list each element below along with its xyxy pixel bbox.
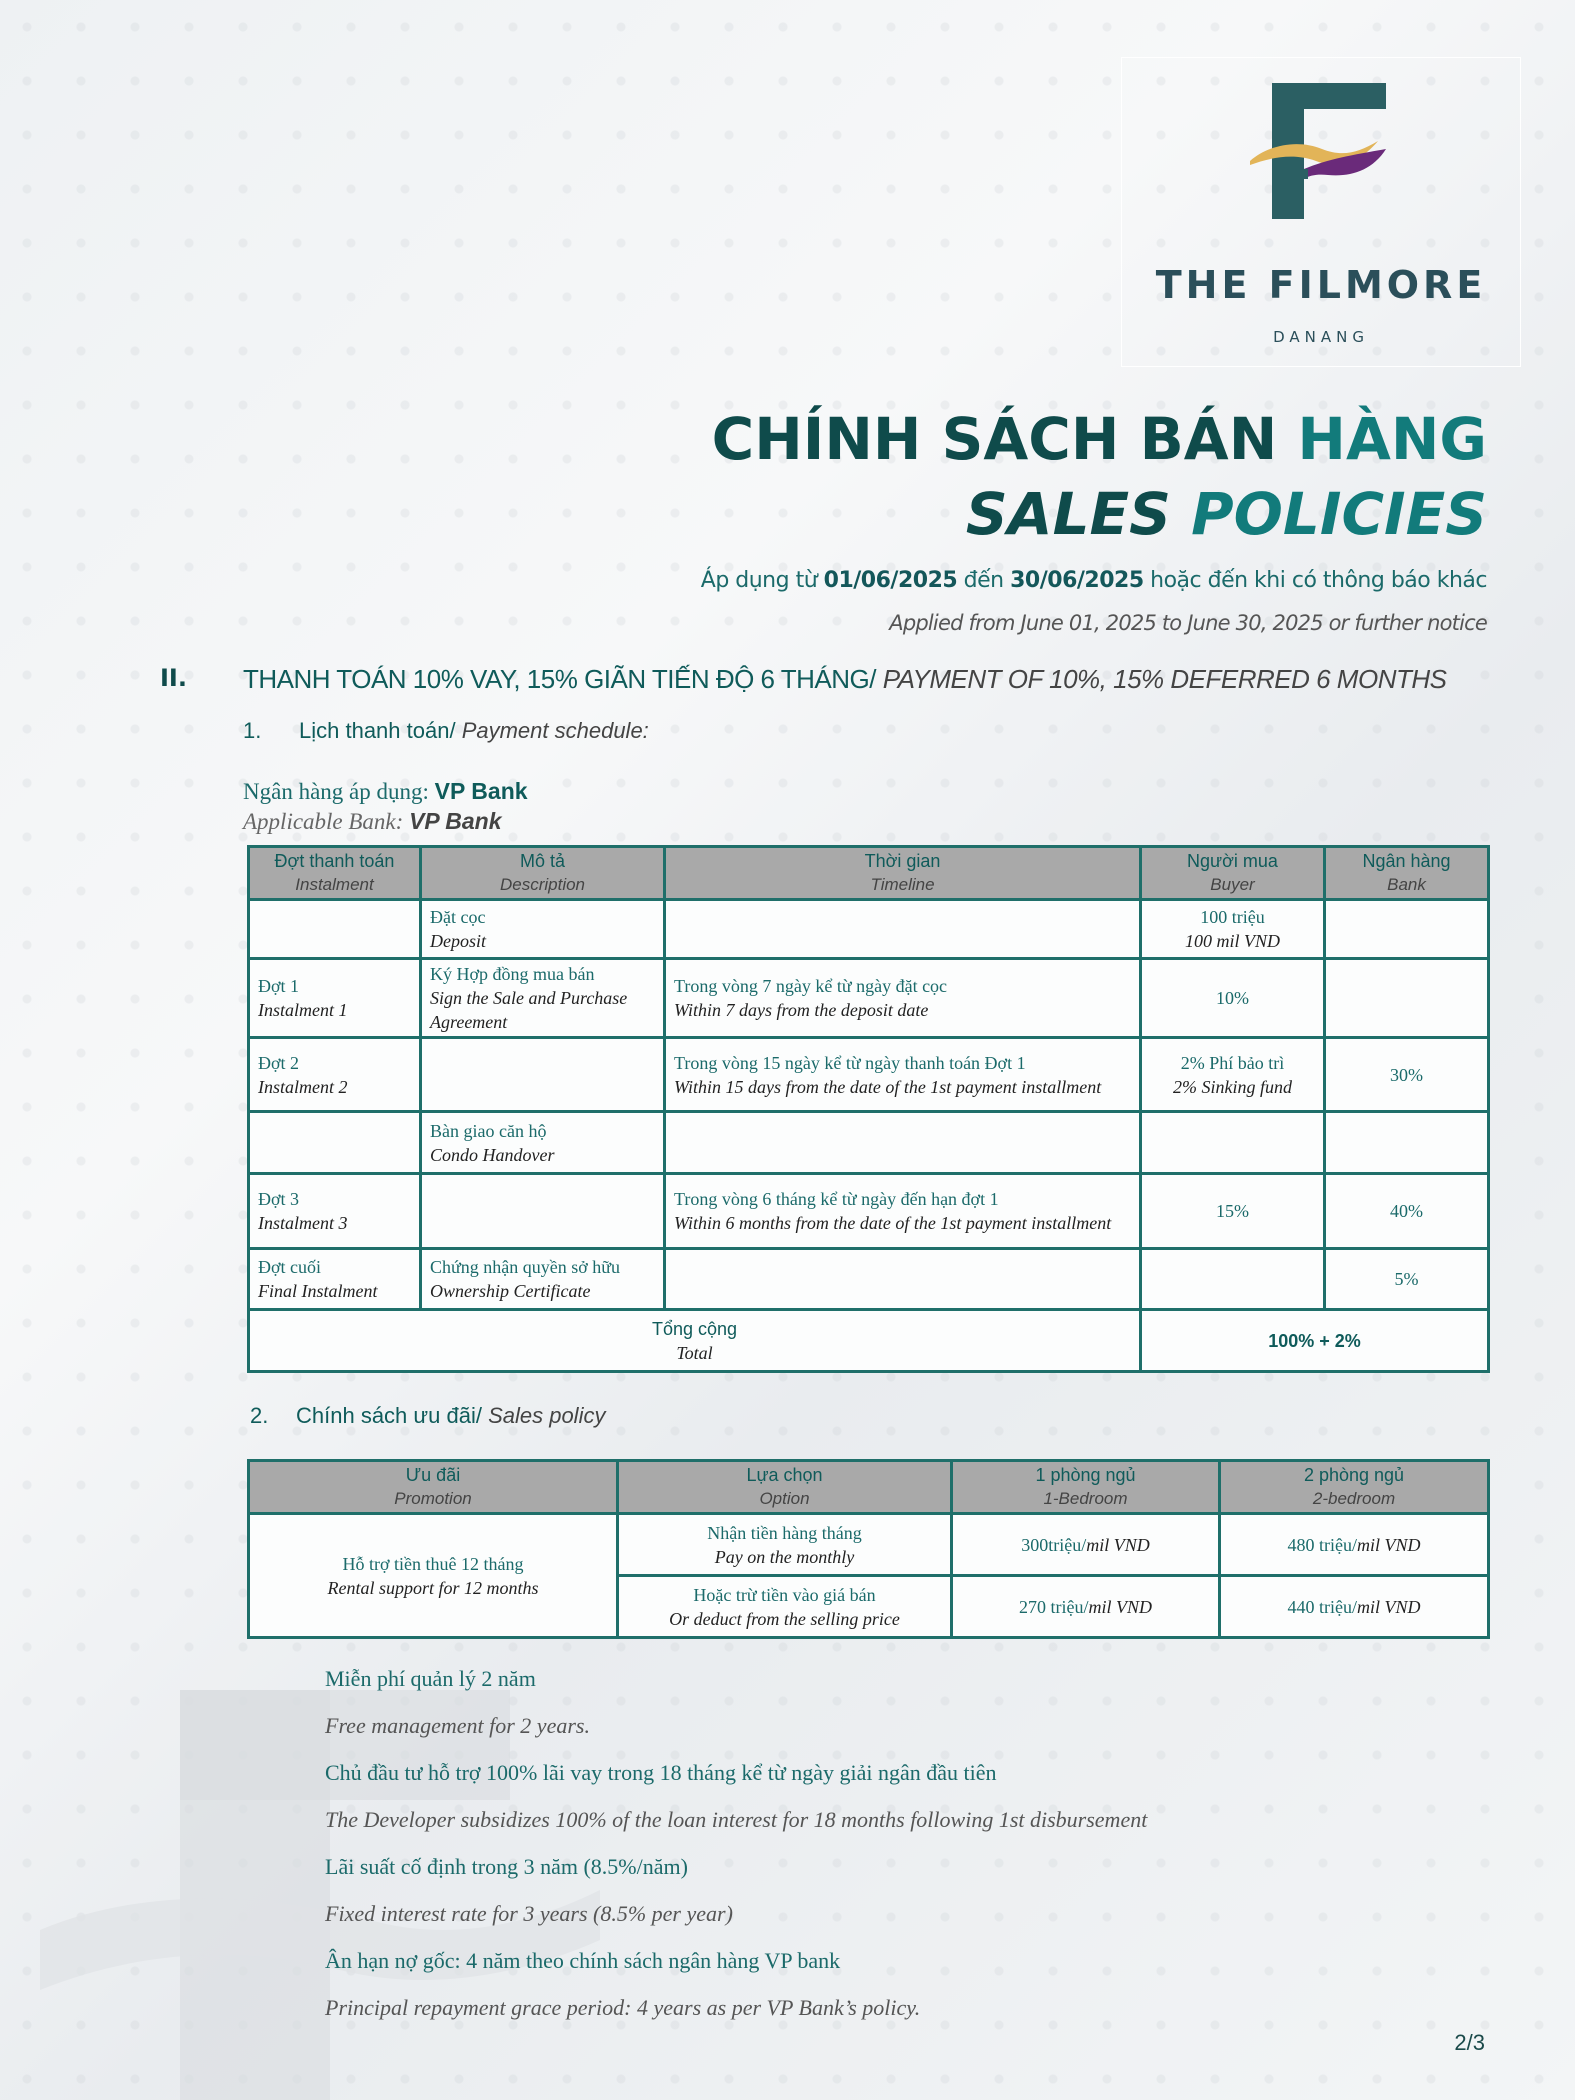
cell-timeline [665,1174,1141,1249]
total-row [249,1310,1489,1372]
header-en: Timeline [870,875,935,894]
cell-bank [1325,1038,1489,1112]
buyer-vi: 10% [1216,988,1249,1008]
option-vi: Nhận tiền hàng tháng [707,1522,862,1543]
table-header-row [249,1461,1489,1514]
price-1br-unit: mil VND [1088,1596,1152,1617]
buyer-vi: 100 triệu [1200,907,1265,927]
cell-instalment [249,1038,421,1112]
col-header-instalment [249,847,421,900]
timeline-en: Within 7 days from the deposit date [674,1000,929,1020]
option-en: Or deduct from the selling price [669,1608,900,1629]
schedule-label-vi: Lịch thanh toán/ [299,718,462,743]
option-vi: Hoặc trừ tiền vào giá bán [693,1584,876,1605]
header-en: Option [759,1489,810,1508]
cell-promotion [249,1514,618,1638]
applied-date-en: Applied from June 01, 2025 to June 30, 2025 or further notice [889,611,1487,635]
col-header-bank [1325,847,1489,900]
description-vi: Bàn giao căn hộ [430,1120,547,1141]
cell-buyer [1141,900,1325,959]
bank-label-vi: Ngân hàng áp dụng: [243,779,435,804]
policy-number: 2. [250,1403,269,1428]
description-vi: Đặt cọc [430,907,486,927]
applied-date-vi [701,568,1487,593]
description-en: Sign the Sale and Purchase Agreement [430,988,628,1032]
cell-buyer [1141,1112,1325,1174]
instalment-vi: Đợt 2 [258,1052,300,1073]
note-en: The Developer subsidizes 100% of the loan interest for 18 months following 1st disbursement [325,1807,1148,1832]
header-vi: Người mua [1187,851,1278,871]
table-header-row [249,847,1489,900]
table-row [249,959,1489,1038]
header-vi: Thời gian [864,851,941,871]
total-label-en: Total [676,1342,713,1363]
price-1br: 300triệu/ [1021,1534,1087,1555]
cell-timeline [665,1112,1141,1174]
payment-schedule-table [247,845,1490,1373]
page-title-vi [712,405,1487,473]
note-vi: Lãi suất cố định trong 3 năm (8.5%/năm) [325,1854,688,1879]
bank-value: 5% [1394,1269,1419,1289]
applied-suffix: hoặc đến khi có thông báo khác [1143,568,1487,593]
cell-timeline [665,1249,1141,1310]
instalment-en: Instalment 2 [258,1076,348,1097]
note-vi: Miễn phí quản lý 2 năm [325,1666,536,1691]
col-header-timeline [665,847,1141,900]
buyer-en: 100 mil VND [1184,931,1280,951]
note-en: Principal repayment grace period: 4 years as per VP Bank’s policy. [325,1995,921,2020]
cell-bank [1325,900,1489,959]
schedule-number: 1. [243,718,262,743]
date-to: 30/06/2025 [1010,568,1144,593]
bank-name-en: VP Bank [409,808,502,834]
header-vi: Đợt thanh toán [274,851,395,871]
col-header-option [618,1461,952,1514]
cell-2-bedroom [1220,1514,1489,1576]
cell-timeline [665,900,1141,959]
title-vi-part1: CHÍNH SÁCH BÁN [711,405,1298,473]
policy-notes [325,1655,1147,2031]
total-value-cell: 100% + 2% [1141,1310,1489,1372]
sales-policy-table [247,1459,1490,1639]
cell-timeline [665,1038,1141,1112]
price-2br-unit: mil VND [1356,1534,1421,1555]
table-row [249,1174,1489,1249]
col-header-1-bedroom [952,1461,1220,1514]
instalment-vi: Đợt 1 [258,976,300,996]
header-en: Bank [1387,875,1426,894]
section-title-en: PAYMENT OF 10%, 15% DEFERRED 6 MONTHS [882,664,1447,694]
cell-instalment [249,1249,421,1310]
schedule-label-en: Payment schedule: [461,718,649,743]
note-en: Fixed interest rate for 3 years (8.5% per year) [325,1901,733,1926]
cell-description [421,959,665,1038]
description-vi: Ký Hợp đồng mua bán [430,964,595,984]
header-en: 1-Bedroom [1043,1489,1128,1508]
timeline-en: Within 15 days from the date of the 1st payment installment [674,1076,1102,1097]
section-title [243,664,1446,695]
header-vi: Ngân hàng [1362,851,1451,871]
price-1br-unit: mil VND [1086,1534,1150,1555]
cell-option [618,1514,952,1576]
bank-value: 40% [1390,1201,1423,1221]
cell-instalment [249,900,421,959]
table-row [249,900,1489,959]
table-row [249,1249,1489,1310]
policy-label-en: Sales policy [488,1403,606,1428]
page-title-en [966,480,1487,548]
description-en: Ownership Certificate [430,1281,591,1301]
header-vi: 2 phòng ngủ [1303,1465,1405,1485]
timeline-vi: Trong vòng 7 ngày kể từ ngày đặt cọc [674,976,948,996]
col-header-description [421,847,665,900]
table-row [249,1038,1489,1112]
cell-buyer [1141,1249,1325,1310]
table-row [249,1514,1489,1576]
header-en: Description [499,875,586,894]
policy-label-vi: Chính sách ưu đãi/ [296,1403,489,1428]
cell-description [421,1174,665,1249]
cell-bank [1325,1112,1489,1174]
timeline-vi: Trong vòng 15 ngày kể từ ngày thanh toán Đợt 1 [674,1052,1026,1073]
price-2br: 480 triệu/ [1287,1534,1357,1555]
buyer-vi: 2% Phí bảo trì [1180,1052,1285,1073]
cell-description [421,900,665,959]
cell-buyer [1141,1038,1325,1112]
title-vi-part2: HÀNG [1297,405,1487,473]
col-header-buyer [1141,847,1325,900]
header-vi: Ưu đãi [405,1465,461,1485]
cell-buyer [1141,1174,1325,1249]
cell-1-bedroom [952,1514,1220,1576]
promotion-en: Rental support for 12 months [327,1577,539,1598]
date-from: 01/06/2025 [823,568,958,593]
header-en: Buyer [1210,875,1255,894]
cell-description [421,1112,665,1174]
table-row [249,1112,1489,1174]
bank-line-vi [243,778,528,805]
title-en-part2: POLICIES [1191,480,1487,548]
total-label-cell [249,1310,1141,1372]
header-en: Instalment [295,875,374,894]
total-label-vi: Tổng cộng [651,1318,738,1339]
description-en: Condo Handover [430,1144,555,1165]
price-1br: 270 triệu/ [1018,1596,1089,1617]
cell-instalment [249,959,421,1038]
schedule-heading [243,718,649,744]
cell-buyer [1141,959,1325,1038]
bank-value: 30% [1390,1064,1423,1085]
buyer-vi: 15% [1216,1201,1249,1221]
note-vi: Ân hạn nợ gốc: 4 năm theo chính sách ngân hàng VP bank [325,1948,841,1973]
header-vi: Lựa chọn [746,1465,823,1485]
header-en: Promotion [394,1489,472,1508]
cell-1-bedroom [952,1576,1220,1638]
description-en: Deposit [430,931,486,951]
section-title-vi: THANH TOÁN 10% VAY, 15% GIÃN TIẾN ĐỘ 6 THÁNG/ [243,664,883,694]
timeline-vi: Trong vòng 6 tháng kể từ ngày đến hạn đợt 1 [674,1189,999,1209]
cell-description [421,1038,665,1112]
instalment-en: Instalment 1 [258,1000,348,1020]
filmore-logo-icon [1250,83,1394,243]
logo-box [1121,57,1521,367]
cell-instalment [249,1174,421,1249]
applied-mid: đến [957,568,1011,593]
policy-heading [250,1403,605,1429]
instalment-vi: Đợt 3 [258,1189,300,1209]
cell-2-bedroom [1220,1576,1489,1638]
price-2br-unit: mil VND [1356,1596,1421,1617]
instalment-en: Instalment 3 [258,1213,348,1233]
buyer-en: 2% Sinking fund [1173,1076,1292,1097]
instalment-en: Final Instalment [258,1281,378,1301]
col-header-promotion [249,1461,618,1514]
note-en: Free management for 2 years. [325,1713,590,1738]
description-vi: Chứng nhận quyền sở hữu [430,1257,621,1277]
brand-city: DANANG [1273,328,1369,346]
cell-bank [1325,1174,1489,1249]
header-vi: 1 phòng ngủ [1035,1465,1136,1485]
cell-option [618,1576,952,1638]
cell-instalment [249,1112,421,1174]
header-vi: Mô tả [519,851,566,871]
section-number: II. [160,664,187,692]
cell-description [421,1249,665,1310]
bank-name: VP Bank [434,778,528,804]
note-vi: Chủ đầu tư hỗ trợ 100% lãi vay trong 18 tháng kể từ ngày giải ngân đầu tiên [325,1760,997,1785]
option-en: Pay on the monthly [714,1546,855,1567]
cell-bank [1325,959,1489,1038]
col-header-2-bedroom [1220,1461,1489,1514]
cell-bank [1325,1249,1489,1310]
brand-name: THE FILMORE [1155,263,1487,307]
applied-prefix: Áp dụng từ [700,568,824,593]
cell-timeline [665,959,1141,1038]
promotion-vi: Hỗ trợ tiền thuê 12 tháng [342,1553,524,1574]
price-2br: 440 triệu/ [1287,1596,1357,1617]
bank-label-en: Applicable Bank: [243,809,410,834]
page-number: 2/3 [1454,2030,1485,2055]
timeline-en: Within 6 months from the date of the 1st payment installment [674,1213,1112,1233]
bank-line-en [243,808,502,835]
header-en: 2-bedroom [1312,1489,1396,1508]
title-en-part1: SALES [965,480,1192,548]
instalment-vi: Đợt cuối [258,1257,322,1277]
